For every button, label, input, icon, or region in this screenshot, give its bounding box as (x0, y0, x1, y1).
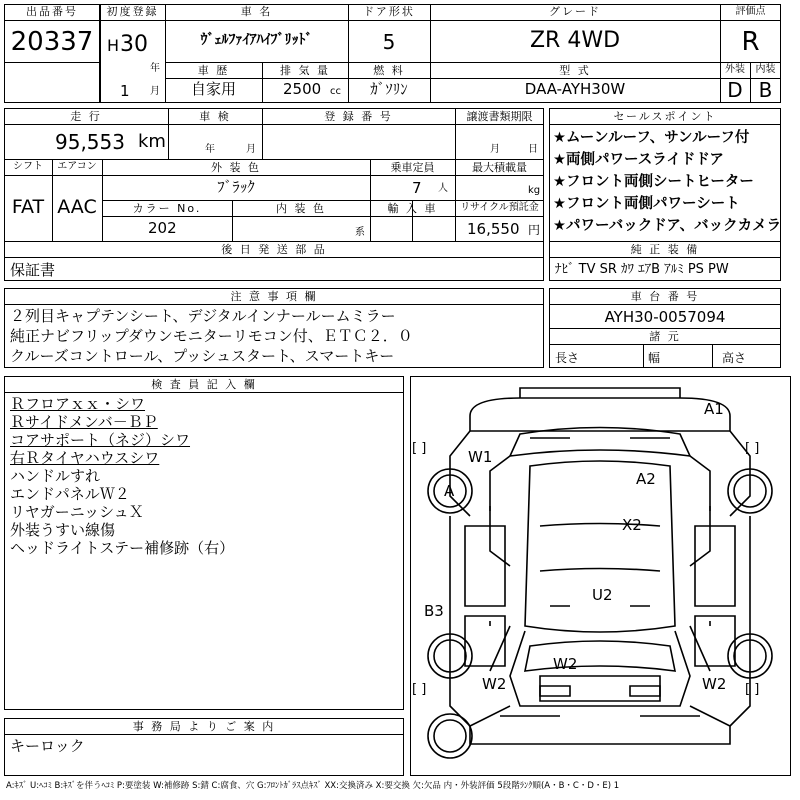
damage-mark: X2 (622, 516, 642, 534)
length-label: 長さ (555, 351, 580, 365)
model-label: 型 式 (559, 64, 591, 77)
note-line: 純正ナビフリップダウンモニターリモコン付、ＥＴＣ２．０ (10, 327, 413, 345)
sales-point: ★両側パワースライドドア (553, 152, 724, 168)
damage-mark: A2 (636, 470, 656, 488)
damage-mark: W2 (482, 675, 507, 693)
exterior-score: D (727, 78, 743, 102)
inspector-line: リヤガーニッシュＸ (10, 503, 144, 521)
inspector-label: 検 査 員 記 入 欄 (151, 378, 257, 391)
sales-points-label: セールスポイント (613, 110, 717, 123)
notes-label: 注 意 事 項 欄 (230, 290, 318, 303)
inspection-label: 車 検 (199, 110, 231, 123)
inspector-line: エンドパネルＷ２ (10, 485, 130, 503)
interior-label: 内装 (755, 64, 776, 75)
inspection-year: 年 (205, 144, 215, 155)
chassis-number: AYH30-0057094 (604, 308, 726, 326)
recycle-unit: 円 (528, 223, 541, 237)
later-value: 保証書 (10, 261, 56, 279)
aircon-label: エアコン (57, 161, 97, 172)
transfer-day: 日 (528, 144, 538, 155)
month-unit: 月 (150, 86, 160, 97)
inspection-month: 月 (246, 144, 256, 155)
bracket-mark: [ ] (412, 682, 427, 697)
mileage-label: 走 行 (70, 110, 102, 123)
mileage-unit: km (138, 131, 166, 152)
grade-value: ZR 4WD (529, 28, 621, 53)
mileage-value: 95,553 (55, 130, 125, 154)
color-value: ﾌﾞﾗｯｸ (217, 178, 255, 196)
damage-mark: A (444, 482, 455, 500)
history-label: 車 歴 (197, 64, 230, 77)
bracket-mark: [ ] (412, 441, 427, 456)
era: H (107, 36, 120, 55)
color-label: 外 装 色 (211, 161, 261, 174)
capacity-value: 7 (412, 179, 422, 197)
month-value: 1 (120, 82, 130, 100)
inspector-line: 右Ｒタイヤハウスシワ (10, 449, 160, 467)
transfer-label: 譲渡書類期限 (466, 110, 533, 123)
colorno-value: 202 (148, 219, 177, 237)
inspector-line: Ｒフロアｘｘ・シワ (10, 395, 146, 413)
displacement-label: 排 気 量 (280, 64, 330, 77)
year-unit: 年 (150, 63, 160, 74)
chassis-label: 車 台 番 号 (630, 290, 700, 303)
plate-label: 登 録 番 号 (324, 110, 393, 123)
transfer-month: 月 (490, 144, 500, 155)
bracket-mark: [ ] (745, 682, 760, 697)
damage-mark: A1 (704, 400, 724, 418)
equip-value: ﾅﾋﾞ TV SR ｶﾜ ｴｱB ｱﾙﾐ PS PW (555, 262, 729, 277)
load-label: 最大積載量 (472, 161, 527, 174)
sales-point: ★パワーバックドア、バックカメラ (553, 218, 782, 234)
door-label: ドア形状 (363, 5, 415, 18)
sales-point: ★フロント両側シートヒーター (553, 174, 754, 190)
model-value: DAA-AYH30W (524, 80, 626, 98)
fuel-label: 燃 料 (373, 64, 405, 77)
note-line: クルーズコントロール、プッシュスタート、スマートキー (10, 347, 395, 365)
aircon-value: AAC (57, 196, 97, 218)
history-value: 自家用 (190, 80, 236, 98)
score-label: 評価点 (735, 6, 766, 17)
shift-label: シフト (13, 161, 43, 172)
fuel-value: ｶﾞｿﾘﾝ (370, 80, 408, 98)
inspector-line: コアサポート（ネジ）シワ (10, 431, 191, 449)
dims-label: 諸 元 (649, 330, 681, 343)
capacity-label: 乗車定員 (390, 161, 435, 174)
door-value: 5 (382, 30, 396, 54)
intcolor-label: 内 装 色 (276, 202, 326, 215)
car-name-label: 車 名 (240, 5, 273, 18)
inspector-line: ヘッドライトステー補修跡（右） (10, 539, 235, 557)
lot-label: 出品番号 (26, 5, 78, 18)
exterior-label: 外装 (725, 64, 745, 75)
load-unit: kg (528, 185, 541, 196)
damage-mark: W2 (702, 675, 727, 693)
grade-label: グレード (549, 5, 601, 18)
legend-text: A:ｷｽﾞ U:ﾍｺﾐ B:ｷｽﾞを伴うﾍｺﾐ P:要塗装 W:補修跡 S:錆 C:腐食、穴 G:ﾌﾛﾝﾄｶﾞﾗｽ点ｷｽﾞ XX:交換済み X:要交換 欠:欠品 内・外装評価 5段階ﾗﾝｸ順(A・B・C・D・E) 1 (6, 781, 620, 791)
width-label: 幅 (648, 351, 661, 365)
inspector-line: 外装うすい線傷 (10, 521, 116, 539)
damage-mark: U2 (592, 586, 613, 604)
year-value: 30 (120, 32, 148, 57)
interior-score: B (758, 78, 773, 102)
first-reg-label: 初度登録 (106, 5, 159, 18)
office-text: キーロック (10, 737, 85, 755)
shift-value: FAT (11, 196, 45, 218)
recycle-value: 16,550 (467, 220, 520, 238)
height-label: 高さ (722, 351, 747, 365)
intcolor-unit: 系 (355, 227, 365, 238)
bracket-mark: [ ] (745, 441, 760, 456)
note-line: ２列目キャプテンシート、デジタルインナールームミラー (10, 307, 396, 325)
displacement-value: 2500 (283, 80, 322, 98)
later-label: 後 日 発 送 部 品 (221, 243, 327, 256)
displacement-unit: cc (330, 86, 341, 97)
sales-point: ★ムーンルーフ、サンルーフ付 (553, 130, 750, 146)
damage-mark: B3 (424, 602, 444, 620)
office-label: 事 務 局 よ り ご 案 内 (132, 720, 276, 733)
damage-mark: W2 (553, 655, 578, 673)
score-value: R (741, 27, 760, 57)
import-label: 輸 入 車 (387, 202, 438, 215)
recycle-label: リサイクル預託金 (460, 202, 539, 213)
lot-number: 20337 (10, 27, 94, 57)
inspector-line: Ｒサイドメンバ－ＢＰ (10, 413, 158, 431)
colorno-label: カラー No. (132, 202, 202, 215)
inspector-line: ハンドルすれ (10, 467, 101, 485)
capacity-unit: 人 (438, 183, 448, 194)
car-outline (410, 376, 791, 776)
sales-point: ★フロント両側パワーシート (553, 196, 740, 212)
equip-label: 純 正 装 備 (630, 243, 700, 256)
car-name: ｳﾞｪﾙﾌｧｲｱﾊｲﾌﾞﾘｯﾄﾞ (200, 32, 313, 48)
damage-mark: W1 (468, 448, 493, 466)
